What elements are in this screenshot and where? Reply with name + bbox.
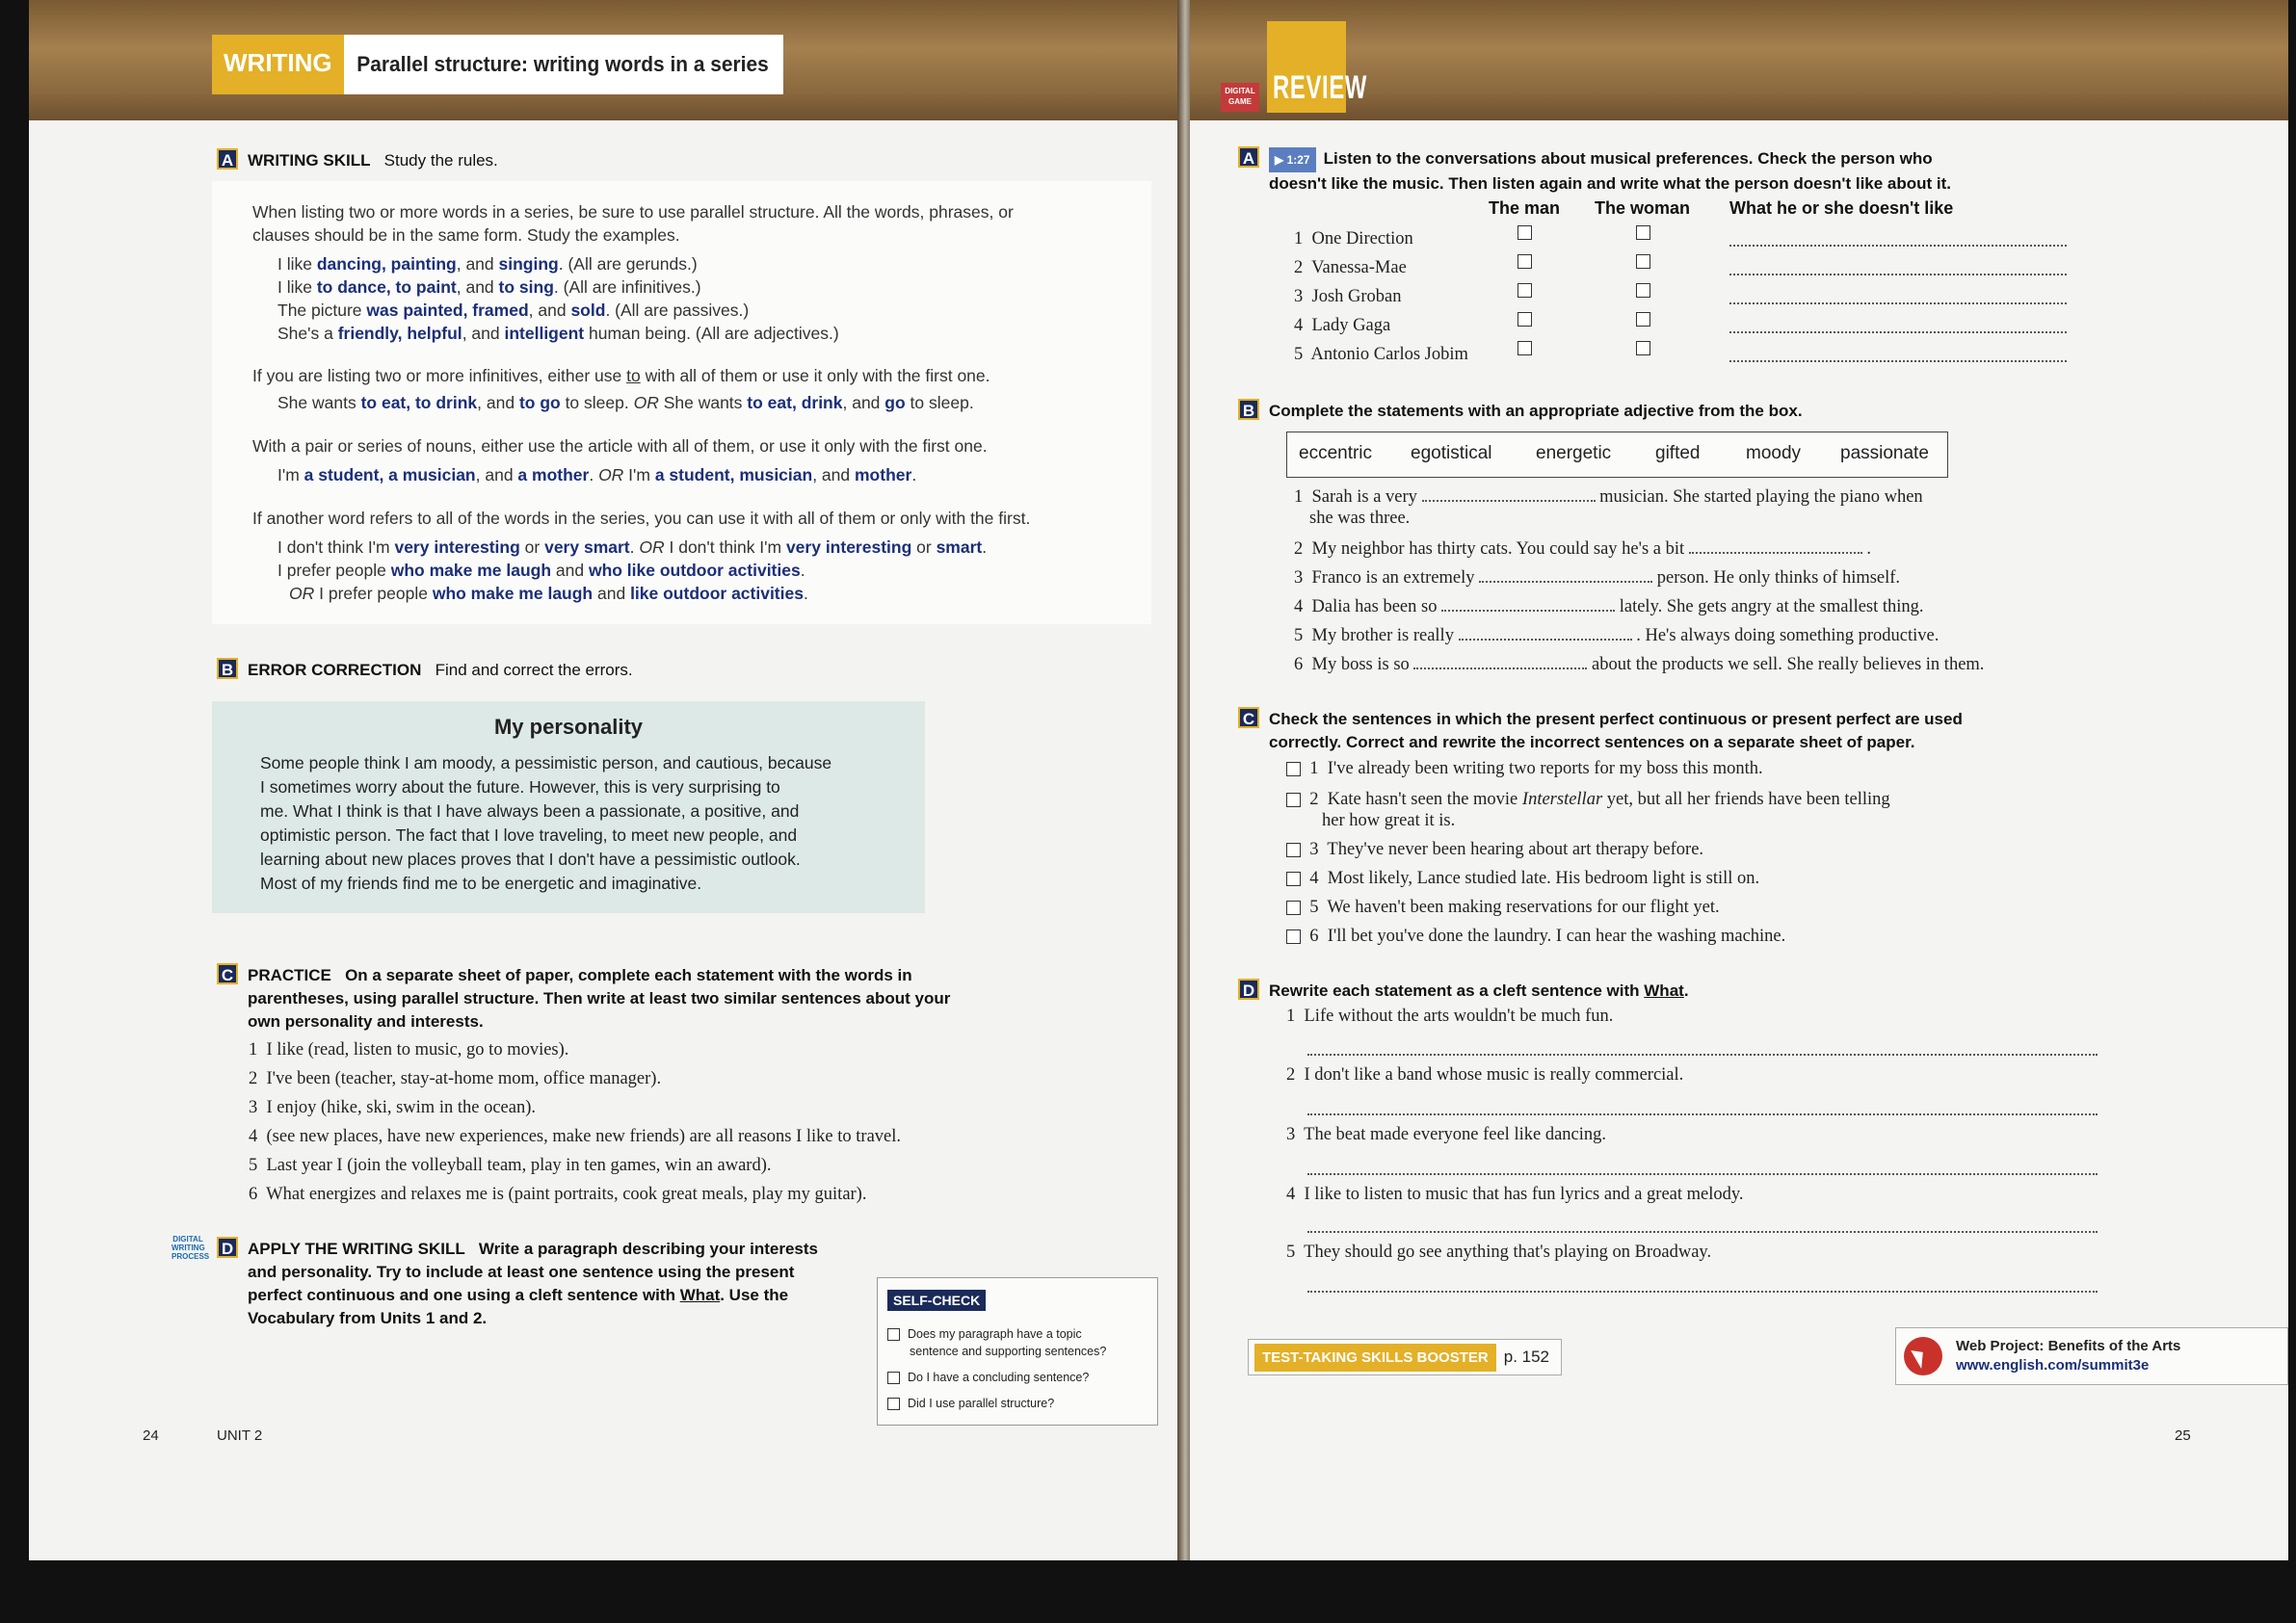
section-d-instruction-1: Write a paragraph describing your interests bbox=[478, 1240, 818, 1258]
checkbox[interactable] bbox=[1286, 843, 1301, 857]
section-c-letter: C bbox=[217, 963, 238, 984]
word-energetic: energetic bbox=[1536, 443, 1612, 463]
essay-line: optimistic person. The fact that I love traveling, to meet new people, and bbox=[260, 825, 798, 845]
section-b-title: ERROR CORRECTION bbox=[248, 661, 422, 679]
example-who-clauses: I prefer people who make me laugh and who like outdoor activities. bbox=[277, 561, 805, 580]
checkbox[interactable] bbox=[887, 1372, 900, 1384]
woman-checkbox-5[interactable] bbox=[1636, 341, 1650, 355]
review-a-instruction-2: doesn't like the music. Then listen again and write what the person doesn't like about it. bbox=[1269, 174, 1952, 193]
essay-line: learning about new places proves that I don't have a pessimistic outlook. bbox=[260, 850, 801, 869]
review-c-letter: C bbox=[1238, 707, 1259, 728]
cleft-item-4: 4 I like to listen to music that has fun lyrics and a great melody. bbox=[1286, 1185, 1744, 1204]
listening-item-1: 1 One Direction bbox=[1294, 229, 1413, 249]
practice-item-2: 2 I've been (teacher, stay-at-home mom, office manager). bbox=[249, 1069, 662, 1088]
tense-item-6: 6 I'll bet you've done the laundry. I can hear the washing machine. bbox=[1286, 927, 1785, 947]
woman-checkbox-3[interactable] bbox=[1636, 283, 1650, 298]
practice-item-5: 5 Last year I (join the volleyball team, play in ten games, win an award). bbox=[249, 1156, 772, 1175]
web-project-title: Web Project: Benefits of the Arts bbox=[1956, 1338, 2181, 1354]
word-gifted: gifted bbox=[1655, 443, 1701, 463]
left-page bbox=[29, 0, 1180, 1560]
adjective-item-1: 1 Sarah is a very musician. She started playing the piano when bbox=[1294, 487, 1923, 507]
section-b-letter: B bbox=[217, 658, 238, 679]
self-check-item-3[interactable]: Did I use parallel structure? bbox=[887, 1396, 1054, 1412]
cleft-item-3: 3 The beat made everyone feel like dancing. bbox=[1286, 1125, 1607, 1144]
woman-checkbox-4[interactable] bbox=[1636, 312, 1650, 327]
section-a-letter: A bbox=[217, 148, 238, 170]
answer-line[interactable] bbox=[1729, 274, 2067, 275]
rule-p4: If another word refers to all of the words in the series, you can use it with all of them or only with the first. bbox=[252, 509, 1031, 528]
word-eccentric: eccentric bbox=[1299, 443, 1373, 463]
review-c-instruction-1: Check the sentences in which the present perfect continuous or present perfect are used bbox=[1269, 710, 1963, 728]
adjective-item-5: 5 My brother is really . He's always doing something productive. bbox=[1294, 626, 1940, 645]
section-d-letter: D bbox=[217, 1237, 238, 1258]
answer-line[interactable] bbox=[1307, 1054, 2098, 1056]
tense-item-3: 3 They've never been hearing about art therapy before. bbox=[1286, 840, 1703, 860]
essay-line: I sometimes worry about the future. However, this is very surprising to bbox=[260, 777, 780, 797]
checkbox[interactable] bbox=[887, 1328, 900, 1341]
adjective-item-3: 3 Franco is an extremely person. He only thinks of himself. bbox=[1294, 568, 1901, 588]
review-d-instruction: Rewrite each statement as a cleft sentence with bbox=[1269, 982, 1645, 1000]
cursor-arrow-icon bbox=[1904, 1337, 1942, 1375]
checkbox[interactable] bbox=[1286, 929, 1301, 944]
web-project-box[interactable] bbox=[1895, 1327, 2288, 1385]
section-a-title: WRITING SKILL bbox=[248, 151, 371, 170]
man-checkbox-1[interactable] bbox=[1517, 225, 1532, 240]
cleft-item-2: 2 I don't like a band whose music is really commercial. bbox=[1286, 1065, 1684, 1085]
section-b-heading bbox=[217, 658, 633, 680]
listening-item-5: 5 Antonio Carlos Jobim bbox=[1294, 345, 1468, 364]
self-check-tag: SELF-CHECK bbox=[887, 1290, 986, 1311]
writing-tag: WRITING bbox=[212, 35, 344, 94]
example-who-clauses-alt: OR I prefer people who make me laugh and like outdoor activities. bbox=[289, 584, 808, 603]
tense-item-1: 1 I've already been writing two reports for my boss this month. bbox=[1286, 759, 1763, 779]
answer-line[interactable] bbox=[1307, 1113, 2098, 1115]
tense-item-2: 2 Kate hasn't seen the movie Interstellar yet, but all her friends have been telling bbox=[1286, 790, 1890, 810]
review-b-letter: B bbox=[1238, 399, 1259, 420]
essay-line: me. What I think is that I have always been a passionate, a positive, and bbox=[260, 801, 800, 821]
web-project-url[interactable]: www.english.com/summit3e bbox=[1956, 1357, 2150, 1374]
answer-line[interactable] bbox=[1729, 245, 2067, 247]
checkbox[interactable] bbox=[1286, 762, 1301, 776]
adjective-item-4: 4 Dalia has been so lately. She gets angry at the smallest thing. bbox=[1294, 597, 1924, 616]
review-d-heading: D Rewrite each statement as a cleft sentence with What. bbox=[1238, 979, 1689, 1001]
page-number-left: 24 bbox=[143, 1427, 159, 1444]
man-checkbox-4[interactable] bbox=[1517, 312, 1532, 327]
man-checkbox-5[interactable] bbox=[1517, 341, 1532, 355]
woman-checkbox-1[interactable] bbox=[1636, 225, 1650, 240]
review-a-instruction-1: Listen to the conversations about musical preferences. Check the person who bbox=[1323, 149, 1933, 168]
section-c-instruction-1: On a separate sheet of paper, complete each statement with the words in bbox=[345, 966, 912, 984]
word-box bbox=[1286, 432, 1948, 478]
page-number-right: 25 bbox=[2175, 1427, 2191, 1444]
writing-header bbox=[212, 35, 806, 94]
column-the-man: The man bbox=[1489, 198, 1561, 218]
column-the-woman: The woman bbox=[1595, 198, 1691, 218]
self-check-item-1-cont: sentence and supporting sentences? bbox=[910, 1345, 1107, 1358]
section-d-instruction-4: Vocabulary from Units 1 and 2. bbox=[248, 1309, 488, 1327]
self-check-item-2[interactable]: Do I have a concluding sentence? bbox=[887, 1370, 1089, 1386]
man-checkbox-3[interactable] bbox=[1517, 283, 1532, 298]
adjective-item-6: 6 My boss is so about the products we sell. She really believes in them. bbox=[1294, 655, 1985, 674]
writing-title: Parallel structure: writing words in a series bbox=[344, 35, 783, 94]
rule-p2: If you are listing two or more infinitives, either use to with all of them or use it only with the first one. bbox=[252, 366, 990, 385]
booster-page: p. 152 bbox=[1503, 1348, 1549, 1366]
section-a-heading bbox=[217, 148, 498, 170]
listening-item-3: 3 Josh Groban bbox=[1294, 287, 1402, 306]
review-a-heading bbox=[1238, 146, 1951, 196]
word-egotistical: egotistical bbox=[1411, 443, 1492, 463]
section-c-instruction-3: own personality and interests. bbox=[248, 1012, 484, 1031]
digital-writing-process-badge[interactable]: DIGITAL WRITING PROCESS bbox=[172, 1235, 210, 1261]
practice-item-1: 1 I like (read, listen to music, go to movies). bbox=[249, 1040, 569, 1060]
self-check-box bbox=[877, 1277, 1158, 1426]
checkbox[interactable] bbox=[1286, 901, 1301, 915]
unit-label: UNIT 2 bbox=[217, 1427, 263, 1444]
adjective-item-1-cont: she was three. bbox=[1309, 509, 1411, 528]
tense-item-2-cont: her how great it is. bbox=[1322, 811, 1456, 830]
review-c-heading bbox=[1238, 707, 1963, 754]
example-adjectives: She's a friendly, helpful, and intelligent human being. (All are adjectives.) bbox=[277, 324, 839, 343]
rule-p1a: When listing two or more words in a series, be sure to use parallel structure. All the words, phrases, or bbox=[252, 202, 1014, 222]
self-check-item-1[interactable]: Does my paragraph have a topic bbox=[887, 1326, 1082, 1343]
listening-item-4: 4 Lady Gaga bbox=[1294, 316, 1391, 335]
section-d-heading bbox=[217, 1237, 818, 1330]
review-badge bbox=[1267, 21, 1368, 113]
example-passives: The picture was painted, framed, and sold. (All are passives.) bbox=[277, 301, 750, 320]
answer-line[interactable] bbox=[1729, 331, 2067, 333]
review-d-letter: D bbox=[1238, 979, 1259, 1000]
practice-item-3: 3 I enjoy (hike, ski, swim in the ocean). bbox=[249, 1098, 536, 1117]
cleft-item-5: 5 They should go see anything that's playing on Broadway. bbox=[1286, 1243, 1712, 1262]
essay-title: My personality bbox=[493, 715, 644, 739]
digital-game-badge[interactable]: DIGITAL GAME bbox=[1221, 83, 1259, 112]
review-label: REVIEW bbox=[1273, 69, 1368, 106]
answer-line[interactable] bbox=[1307, 1231, 2098, 1233]
section-c-title: PRACTICE bbox=[248, 966, 331, 984]
column-what-doesnt-like: What he or she doesn't like bbox=[1729, 198, 1954, 218]
essay-line: Some people think I am moody, a pessimistic person, and cautious, because bbox=[260, 753, 832, 772]
tense-item-5: 5 We haven't been making reservations for our flight yet. bbox=[1286, 898, 1720, 918]
right-page bbox=[1190, 0, 2288, 1560]
adjective-item-2: 2 My neighbor has thirty cats. You could say he's a bit . bbox=[1294, 539, 1872, 559]
answer-line[interactable] bbox=[1307, 1291, 2098, 1293]
checkbox[interactable] bbox=[1286, 793, 1301, 807]
audio-track-button[interactable]: ▶ 1:27 bbox=[1269, 147, 1316, 172]
answer-line[interactable] bbox=[1307, 1173, 2098, 1175]
example-infinitive-series: She wants to eat, to drink, and to go to sleep. OR She wants to eat, drink, and go to sleep. bbox=[277, 393, 974, 412]
section-c-instruction-2: parentheses, using parallel structure. Then write at least two similar sentences about your bbox=[248, 989, 951, 1008]
tense-item-4: 4 Most likely, Lance studied late. His bedroom light is still on. bbox=[1286, 869, 1759, 889]
practice-item-4: 4 (see new places, have new experiences, make new friends) are all reasons I like to travel. bbox=[249, 1127, 902, 1146]
review-b-instruction: Complete the statements with an appropriate adjective from the box. bbox=[1269, 402, 1803, 420]
section-a-instruction: Study the rules. bbox=[383, 151, 498, 170]
cleft-item-1: 1 Life without the arts wouldn't be much fun. bbox=[1286, 1007, 1614, 1026]
woman-checkbox-2[interactable] bbox=[1636, 254, 1650, 269]
word-moody: moody bbox=[1746, 443, 1802, 463]
review-c-instruction-2: correctly. Correct and rewrite the incorrect sentences on a separate sheet of paper. bbox=[1269, 733, 1915, 751]
practice-item-6: 6 What energizes and relaxes me is (paint portraits, cook great meals, play my guitar). bbox=[249, 1185, 867, 1204]
rule-p1b: clauses should be in the same form. Study the examples. bbox=[252, 225, 680, 245]
word-passionate: passionate bbox=[1840, 443, 1929, 463]
section-d-title: APPLY THE WRITING SKILL bbox=[248, 1240, 465, 1258]
example-infinitives: I like to dance, to paint, and to sing. (All are infinitives.) bbox=[277, 277, 701, 297]
checkbox[interactable] bbox=[1286, 872, 1301, 886]
section-b-instruction: Find and correct the errors. bbox=[435, 661, 633, 679]
section-d-instruction-3: perfect continuous and one using a cleft sentence with What. Use the bbox=[248, 1286, 789, 1304]
section-c-heading bbox=[217, 963, 950, 1034]
booster-tag: TEST-TAKING SKILLS BOOSTER bbox=[1254, 1344, 1496, 1372]
man-checkbox-2[interactable] bbox=[1517, 254, 1532, 269]
answer-line[interactable] bbox=[1729, 360, 2067, 362]
listening-item-2: 2 Vanessa-Mae bbox=[1294, 258, 1407, 277]
answer-line[interactable] bbox=[1729, 302, 2067, 304]
essay-body bbox=[260, 751, 831, 896]
example-nouns: I'm a student, a musician, and a mother. OR I'm a student, musician, and mother. bbox=[277, 465, 917, 484]
essay-line: Most of my friends find me to be energetic and imaginative. bbox=[260, 874, 702, 893]
test-taking-booster[interactable] bbox=[1248, 1339, 1562, 1375]
rule-p3: With a pair or series of nouns, either use the article with all of them, or use it only with the first one. bbox=[252, 436, 988, 456]
example-shared-word: I don't think I'm very interesting or very smart. OR I don't think I'm very interesting or smart. bbox=[277, 537, 988, 557]
section-d-instruction-2: and personality. Try to include at least one sentence using the present bbox=[248, 1263, 795, 1281]
example-gerunds: I like dancing, painting, and singing. (All are gerunds.) bbox=[277, 254, 698, 274]
review-b-heading bbox=[1238, 399, 1803, 421]
essay-box bbox=[212, 701, 925, 913]
checkbox[interactable] bbox=[887, 1398, 900, 1410]
review-a-letter: A bbox=[1238, 146, 1259, 168]
